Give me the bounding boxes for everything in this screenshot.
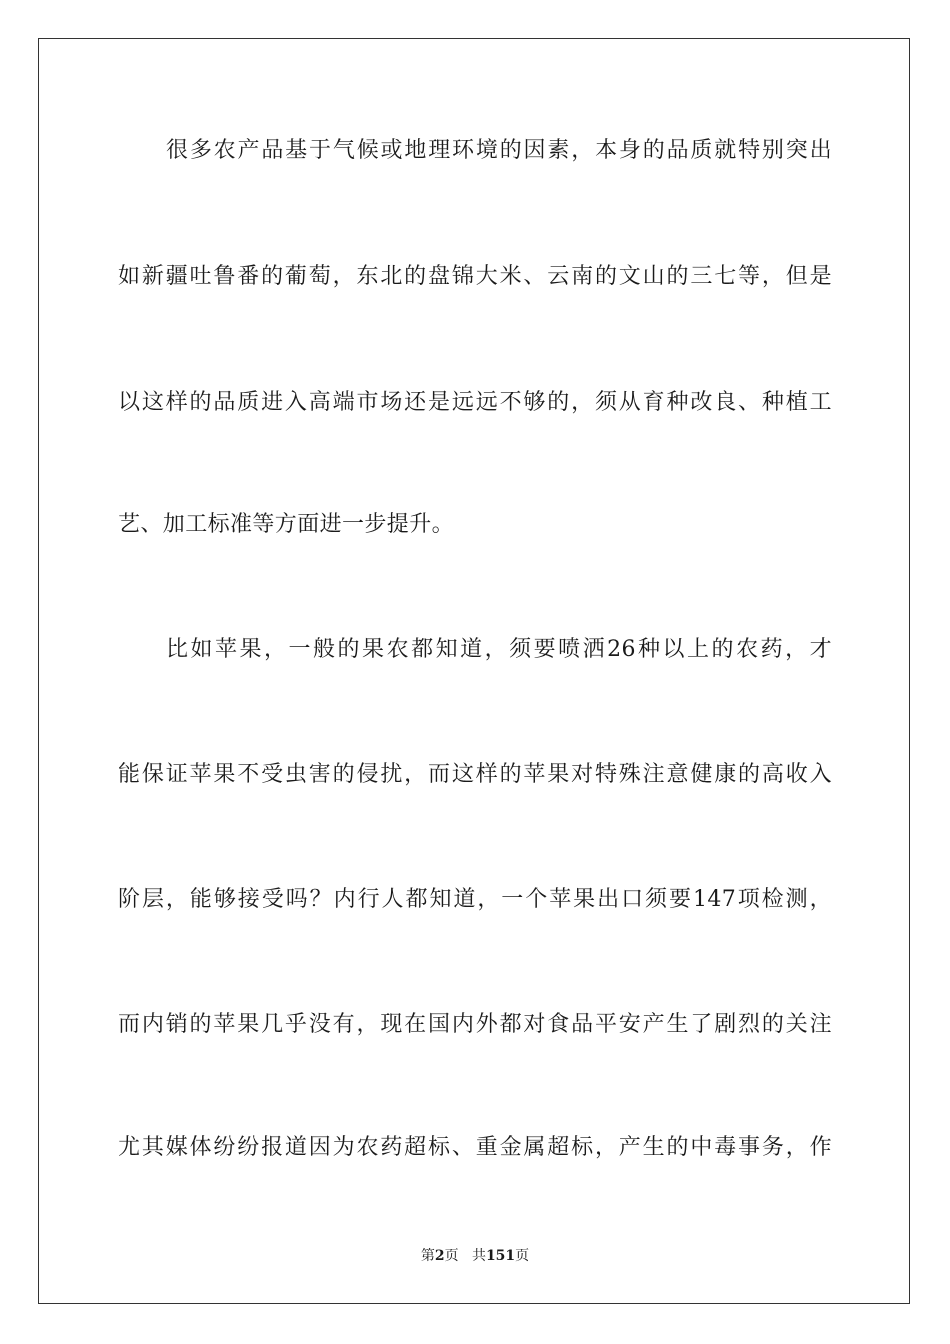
total-pages: 151 bbox=[485, 1248, 516, 1264]
text-line-6: 能保证苹果不受虫害的侵扰，而这样的苹果对特殊注意健康的高收入 bbox=[118, 762, 832, 787]
total-prefix: 共 bbox=[471, 1248, 486, 1264]
text-line-9: 尤其媒体纷纷报道因为农药超标、重金属超标，产生的中毒事务，作 bbox=[118, 1135, 832, 1160]
page-number: 2 bbox=[434, 1248, 445, 1264]
text-line-7: 阶层，能够接受吗？内行人都知道，一个苹果出口须要147项检测， bbox=[118, 887, 832, 912]
page-suffix: 页 bbox=[444, 1248, 459, 1264]
text-line-5: 比如苹果，一般的果农都知道，须要喷洒26种以上的农药，才 bbox=[166, 637, 832, 662]
page-footer bbox=[0, 1245, 950, 1265]
text-line-1: 很多农产品基于气候或地理环境的因素，本身的品质就特别突出 bbox=[166, 138, 832, 163]
text-line-8: 而内销的苹果几乎没有，现在国内外都对食品平安产生了剧烈的关注 bbox=[118, 1012, 832, 1037]
page-prefix: 第 bbox=[420, 1248, 435, 1264]
text-line-2: 如新疆吐鲁番的葡萄，东北的盘锦大米、云南的文山的三七等，但是 bbox=[118, 264, 832, 289]
page-border bbox=[38, 38, 910, 1304]
text-line-3: 以这样的品质进入高端市场还是远远不够的，须从育种改良、种植工 bbox=[118, 390, 832, 415]
text-line-4: 艺、加工标准等方面进一步提升。 bbox=[118, 512, 455, 537]
total-suffix: 页 bbox=[515, 1248, 530, 1264]
